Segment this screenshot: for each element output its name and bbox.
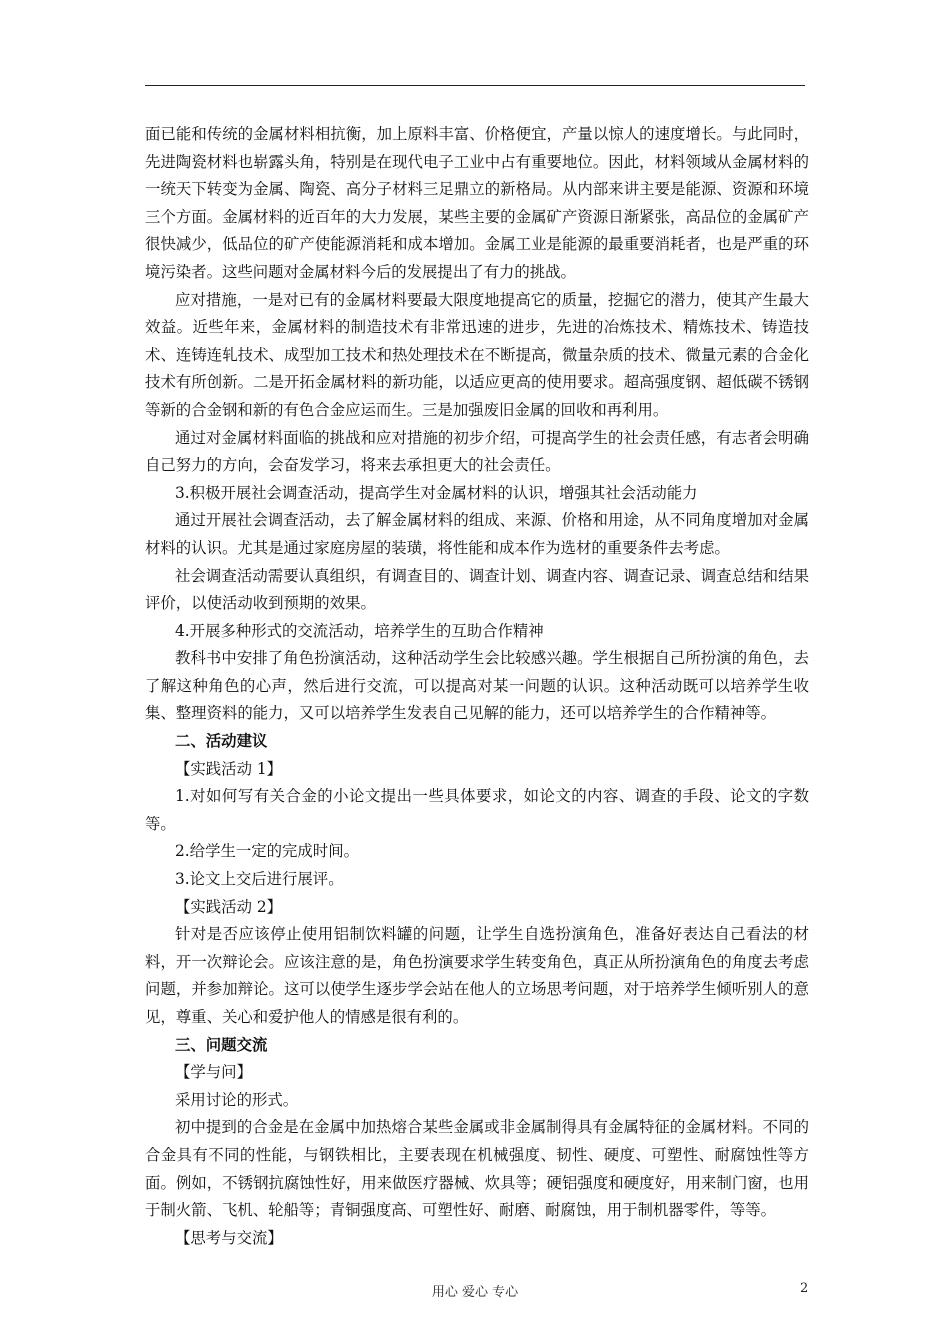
paragraph: 3.论文上交后进行展评。 [175,870,344,889]
page-number: 2 [800,1281,809,1296]
numbered-heading: 3.积极开展社会调查活动，提高学生对金属材料的认识，增强其社会活动能力 [175,483,698,502]
paragraph: 应对措施，一是对已有的金属材料要最大限度地提高它的质量，挖掘它的潜力，使其产生最大效益。近些年来，金属材料的制造技术有非常迅速的进步，先进的冶炼技术、精炼技术、铸造技术、连铸连轧技术、成型加工技术和热处理技术在不断提高，微量杂质的技术、微量元素的合金化技术有所创新。二是开拓金属材料的新功能，以适应更高的使用要求。超高强度钢、超低碳不锈钢等新的合金钢和新的有色合金应运而生。三是加强废旧金属的回收和再利用。 [145,290,809,419]
activity-label: 【实践活动 1】 [175,759,283,778]
paragraph: 社会调查活动需要认真组织，有调查目的、调查计划、调查内容、调查记录、调查总结和结果评价，以使活动收到预期的效果。 [145,566,809,613]
footer-motto: 用心 爱心 专心 [431,1285,519,1300]
activity-label: 【学与问】 [175,1063,252,1082]
paragraph: 2.给学生一定的完成时间。 [175,842,359,861]
paragraph: 针对是否应该停止使用铝制饮料罐的问题，让学生自选扮演角色，准备好表达自己看法的材料，开一次辩论会。应该注意的是，角色扮演要求学生转变角色，真正从所扮演角色的角度去考虑问题，并参加辩论。这可以使学生逐步学会站在他人的立场思考问题，对于培养学生倾听别人的意见，尊重、关心和爱护他人的情感是很有利的。 [145,925,809,1026]
numbered-heading: 4.开展多种形式的交流活动，培养学生的互助合作精神 [175,621,544,640]
page-body [145,121,809,1252]
section-heading: 三、问题交流 [175,1035,268,1054]
activity-label: 【实践活动 2】 [175,897,283,916]
paragraph: 初中提到的合金是在金属中加热熔合某些金属或非金属制得具有金属特征的金属材料。不同的合金具有不同的性能，与钢铁相比，主要表现在机械强度、韧性、硬度、可塑性、耐腐蚀性等方面。例如，不锈钢抗腐蚀性好，用来做医疗器械、炊具等；硬铝强度和硬度好，用来制门窗，也用于制火箭、飞机、轮船等；青铜强度高、可塑性好、耐磨、耐腐蚀，用于制机器零件，等等。 [145,1118,809,1220]
paragraph: 1.对如何写有关合金的小论文提出一些具体要求，如论文的内容、调查的手段、论文的字数等。 [145,787,809,833]
paragraph: 面已能和传统的金属材料相抗衡，加上原料丰富、价格便宜，产量以惊人的速度增长。与此同时，先进陶瓷材料也崭露头角，特别是在现代电子工业中占有重要地位。因此，材料领域从金属材料的一统天下转变为金属、陶瓷、高分子材料三足鼎立的新格局。从内部来讲主要是能源、资源和环境三个方面。金属材料的近百年的大力发展，某些主要的金属矿产资源日渐紧张，高品位的金属矿产很快减少，低品位的矿产使能源消耗和成本增加。金属工业是能源的最重要消耗者，也是严重的环境污染者。这些问题对金属材料今后的发展提出了有力的挑战。 [145,125,809,281]
paragraph: 采用讨论的形式。 [175,1090,299,1109]
paragraph: 教科书中安排了角色扮演活动，这种活动学生会比较感兴趣。学生根据自己所扮演的角色，去了解这种角色的心声，然后进行交流，可以提高对某一问题的认识。这种活动既可以培养学生收集、整理资料的能力，又可以培养学生发表自己见解的能力，还可以培养学生的合作精神等。 [145,649,809,723]
paragraph: 通过开展社会调查活动，去了解金属材料的组成、来源、价格和用途，从不同角度增加对金属材料的认识。尤其是通过家庭房屋的装璜，将性能和成本作为选材的重要条件去考虑。 [145,511,809,557]
header-rule [145,85,805,86]
section-heading: 二、活动建议 [175,732,268,751]
activity-label: 【思考与交流】 [175,1228,283,1247]
paragraph: 通过对金属材料面临的挑战和应对措施的初步介绍，可提高学生的社会责任感，有志者会明确自己努力的方向，会奋发学习，将来去承担更大的社会责任。 [145,428,809,475]
